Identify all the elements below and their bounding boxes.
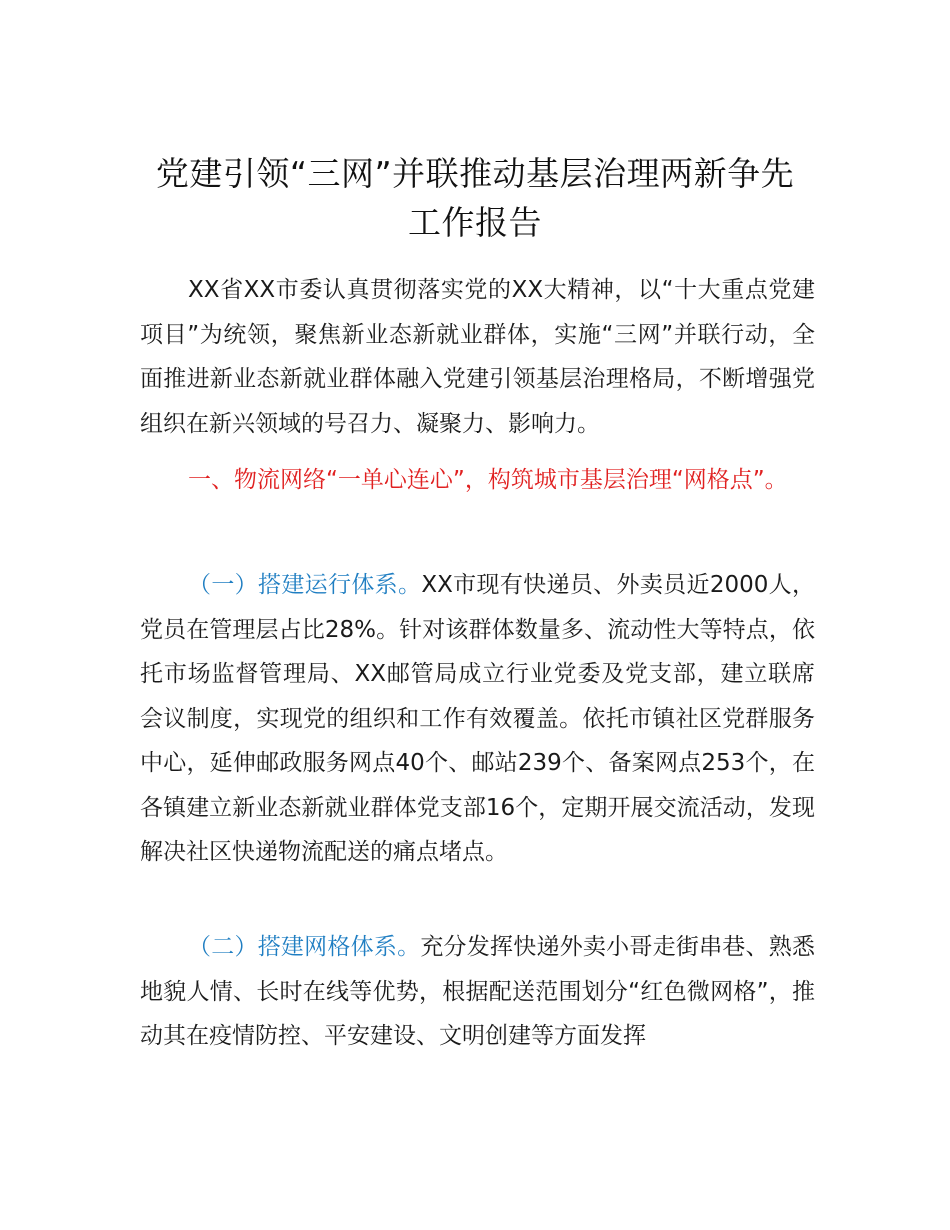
intro-paragraph: XX省XX市委认真贯彻落实党的XX大精神，以“十大重点党建项目”为统领，聚焦新业态新就业群体，实施“三网”并联行动，全面推进新业态新就业群体融入党建引领基层治理格局，不断增强党组织在新兴领域的号召力、凝聚力、影响力。 bbox=[140, 277, 815, 437]
document-title-line2: 工作报告 bbox=[408, 203, 542, 242]
section-1-heading: 一、物流网络“一单心连心”，构筑城市基层治理“网格点”。 bbox=[188, 467, 788, 493]
subsection-1-text: XX市现有快递员、外卖员近2000人，党员在管理层占比28%。针对该群体数量多、流动性大等特点，依托市场监督管理局、XX邮管局成立行业党委及党支部，建立联席会议制度，实现党的组织和工作有效覆盖。依托市镇社区党群服务中心，延伸邮政服务网点40个、邮站239个、备案网点253个，在各镇建立新业态新就业群体党支部16个，定期开展交流活动，发现解决社区快递物流配送的痛点堵点。 bbox=[140, 572, 816, 865]
subsection-2-heading: （二）搭建网格体系。 bbox=[188, 934, 421, 960]
subsection-2-text: 充分发挥快递外卖小哥走街串巷、熟悉地貌人情、长时在线等优势，根据配送范围划分“红色微网格”，推动其在疫情防控、平安建设、文明创建等方面发挥 bbox=[140, 934, 816, 1049]
subsection-1-paragraph bbox=[140, 563, 815, 875]
subsection-2-paragraph bbox=[140, 925, 815, 1059]
subsection-1-heading: （一）搭建运行体系。 bbox=[188, 572, 422, 598]
document-title-line1: 党建引领“三网”并联推动基层治理两新争先 bbox=[155, 154, 795, 193]
